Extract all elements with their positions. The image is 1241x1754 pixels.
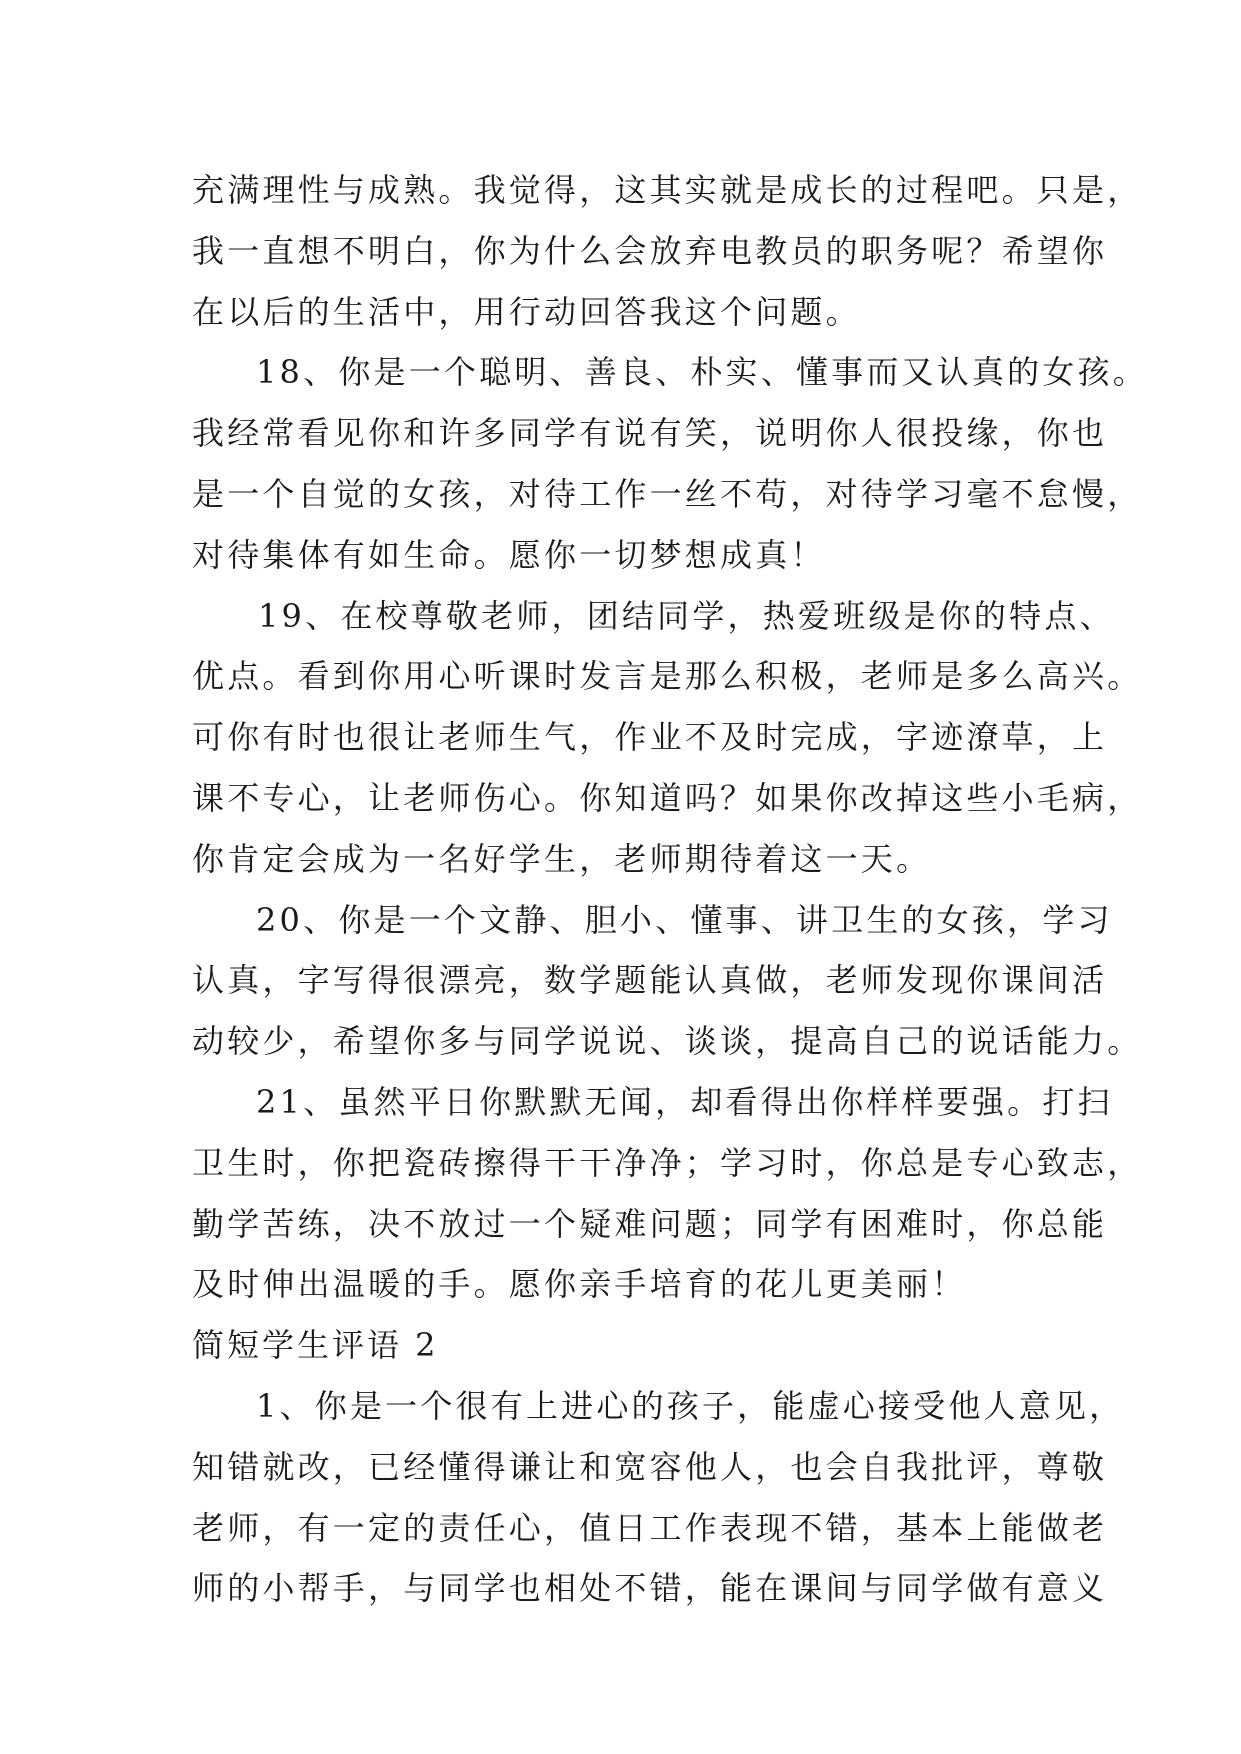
paragraph-line: 师的小帮手，与同学也相处不错，能在课间与同学做有意义 <box>192 1569 1108 1608</box>
paragraph-line: 对待集体有如生命。愿你一切梦想成真！ <box>192 535 826 574</box>
paragraph-line: 我一直想不明白，你为什么会放弃电教员的职务呢？希望你 <box>192 231 1108 270</box>
paragraph-line: 动较少，希望你多与同学说说、谈谈，提高自己的说话能力。 <box>192 1022 1143 1061</box>
paragraph-line: 知错就改，已经懂得谦让和宽容他人，也会自我批评，尊敬 <box>192 1447 1108 1486</box>
paragraph-line: 卫生时，你把瓷砖擦得干干净净；学习时，你总是专心致志， <box>192 1143 1143 1182</box>
paragraph-line: 我经常看见你和许多同学有说有笑，说明你人很投缘，你也 <box>192 414 1108 453</box>
paragraph-line: 优点。看到你用心听课时发言是那么积极，老师是多么高兴。 <box>192 657 1143 696</box>
comment-19-first-line: 19、在校尊敬老师，团结同学，热爱班级是你的特点、 <box>258 596 1115 635</box>
paragraph-line: 勤学苦练，决不放过一个疑难问题；同学有困难时，你总能 <box>192 1204 1108 1243</box>
comment-18-first-line: 18、你是一个聪明、善良、朴实、懂事而又认真的女孩。 <box>256 353 1148 392</box>
comment-1-first-line: 1、你是一个很有上进心的孩子，能虚心接受他人意见， <box>256 1386 1125 1425</box>
paragraph-line: 课不专心，让老师伤心。你知道吗？如果你改掉这些小毛病， <box>192 778 1143 817</box>
paragraph-line: 你肯定会成为一名好学生，老师期待着这一天。 <box>192 839 932 878</box>
paragraph-line: 老师，有一定的责任心，值日工作表现不错，基本上能做老 <box>192 1508 1108 1547</box>
paragraph-line: 在以后的生活中，用行动回答我这个问题。 <box>192 292 861 331</box>
section-heading: 简短学生评语 2 <box>192 1326 439 1365</box>
comment-20-first-line: 20、你是一个文静、胆小、懂事、讲卫生的女孩，学习 <box>256 900 1113 939</box>
paragraph-line: 充满理性与成熟。我觉得，这其实就是成长的过程吧。只是， <box>192 171 1143 209</box>
paragraph-line: 认真，字写得很漂亮，数学题能认真做，老师发现你课间活 <box>192 961 1108 1000</box>
paragraph-line: 及时伸出温暖的手。愿你亲手培育的花儿更美丽！ <box>192 1265 967 1304</box>
document-body <box>192 160 1148 1619</box>
comment-21-first-line: 21、虽然平日你默默无闻，却看得出你样样要强。打扫 <box>256 1082 1113 1121</box>
paragraph-line: 是一个自觉的女孩，对待工作一丝不苟，对待学习毫不怠慢， <box>192 474 1143 513</box>
paragraph-line: 可你有时也很让老师生气，作业不及时完成，字迹潦草，上 <box>192 718 1108 757</box>
